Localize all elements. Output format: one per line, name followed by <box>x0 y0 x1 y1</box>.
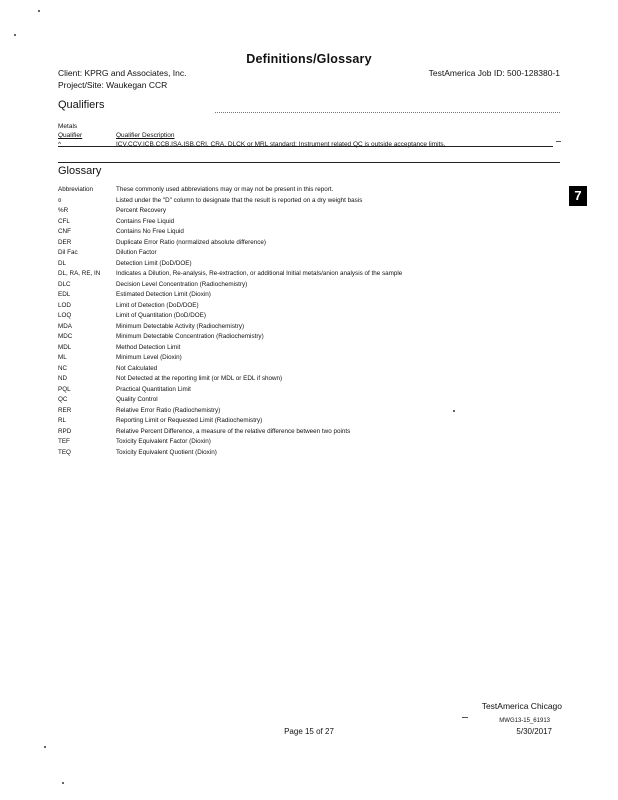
glossary-abbreviation: DLC <box>58 280 71 288</box>
glossary-row <box>58 385 498 396</box>
metals-subheading-row <box>58 122 560 131</box>
qualifier-row <box>58 140 560 149</box>
glossary-row <box>58 374 498 385</box>
glossary-heading: Glossary <box>58 165 102 177</box>
scan-speck <box>44 746 46 748</box>
glossary-abbreviation: %R <box>58 207 69 214</box>
glossary-definition: Not Calculated <box>116 364 158 372</box>
glossary-row <box>58 448 498 459</box>
glossary-definition: Quality Control <box>116 396 158 403</box>
qualifier-code: ^ <box>58 141 62 148</box>
glossary-row <box>58 437 498 448</box>
glossary-row <box>58 343 498 354</box>
glossary-definition: Relative Percent Difference, a measure of the relative difference between two points <box>116 427 351 435</box>
qualifiers-header-row <box>58 131 560 140</box>
glossary-definition: Relative Error Ratio (Radiochemistry) <box>116 406 221 414</box>
glossary-definition: Decision Level Concentration (Radiochemistry) <box>116 280 248 288</box>
glossary-top-rule <box>58 162 560 163</box>
glossary-row <box>58 364 498 375</box>
glossary-table <box>58 185 498 458</box>
glossary-row <box>58 290 498 301</box>
glossary-abbreviation: PQL <box>58 385 71 393</box>
glossary-definition: Toxicity Equivalent Quotient (Dioxin) <box>116 448 217 456</box>
qualifier-description-header: Qualifier Description <box>116 132 175 139</box>
footer-page-number: Page 15 of 27 <box>284 727 334 736</box>
glossary-row <box>58 280 498 291</box>
glossary-row <box>58 406 498 417</box>
glossary-row <box>58 248 498 259</box>
glossary-abbreviation: LOD <box>58 301 71 309</box>
glossary-definition: Minimum Detectable Concentration (Radiochemistry) <box>116 333 264 340</box>
glossary-abbreviation: Dil Fac <box>58 249 78 256</box>
client-block <box>58 68 187 91</box>
scan-mark <box>462 717 468 718</box>
glossary-definition: Dilution Factor <box>116 249 157 256</box>
glossary-abbreviation: RL <box>58 417 67 424</box>
page-title: Definitions/Glossary <box>246 52 372 66</box>
glossary-abbreviation: ML <box>58 354 67 361</box>
scan-speck <box>453 410 455 412</box>
glossary-abbreviation: RER <box>58 406 72 414</box>
glossary-abbreviation: DL <box>58 259 67 267</box>
footer-doc-code: MWG13-15_61913 <box>499 718 550 724</box>
glossary-row <box>58 238 498 249</box>
glossary-row <box>58 416 498 427</box>
job-id: TestAmerica Job ID: 500-128380-1 <box>428 68 560 78</box>
qualifiers-heading: Qualifiers <box>58 99 105 111</box>
glossary-definition: Contains No Free Liquid <box>116 228 184 235</box>
glossary-abbreviation: EDL <box>58 291 71 298</box>
qualifiers-table <box>58 122 560 149</box>
glossary-row <box>58 217 498 228</box>
glossary-abbreviation: TEQ <box>58 448 71 456</box>
qualifier-description: ICV,CCV,ICB,CCB,ISA,ISB,CRI, CRA, DLCK or MRL standard: Instrument related QC is outside acceptance limits. <box>116 141 446 148</box>
glossary-definition: Contains Free Liquid <box>116 217 175 225</box>
glossary-abbreviation: DL, RA, RE, IN <box>58 270 101 277</box>
glossary-definition: Minimum Level (Dioxin) <box>116 354 182 361</box>
glossary-abbreviation: CNF <box>58 228 71 235</box>
glossary-row <box>58 196 498 207</box>
glossary-row <box>58 322 498 333</box>
glossary-row <box>58 395 498 406</box>
glossary-row <box>58 353 498 364</box>
abbreviation-column-header: Abbreviation <box>58 186 94 193</box>
glossary-definition: Estimated Detection Limit (Dioxin) <box>116 291 211 298</box>
glossary-definition: Detection Limit (DoD/DOE) <box>116 259 192 267</box>
glossary-row <box>58 311 498 322</box>
glossary-abbreviation: QC <box>58 396 68 403</box>
glossary-definition: Reporting Limit or Requested Limit (Radiochemistry) <box>116 417 263 424</box>
glossary-abbreviation: MDC <box>58 333 73 340</box>
glossary-definition: Percent Recovery <box>116 207 167 214</box>
glossary-definition: Practical Quantitation Limit <box>116 385 191 393</box>
glossary-definition: Listed under the "D" column to designate that the result is reported on a dry weight basis <box>116 196 363 204</box>
glossary-row <box>58 427 498 438</box>
glossary-definition: Limit of Quantitation (DoD/DOE) <box>116 312 206 319</box>
glossary-abbreviation: ¤ <box>58 196 62 204</box>
glossary-definition: Toxicity Equivalent Factor (Dioxin) <box>116 438 211 445</box>
glossary-abbreviation: RPD <box>58 427 72 435</box>
glossary-row <box>58 206 498 217</box>
metals-subheading: Metals <box>58 123 78 130</box>
glossary-definition: Indicates a Dilution, Re-analysis, Re-extraction, or additional Initial metals/anion analysis of the sample <box>116 270 403 277</box>
qualifier-column-header: Qualifier <box>58 132 83 139</box>
glossary-row <box>58 269 498 280</box>
scan-speck <box>62 782 64 784</box>
glossary-row <box>58 259 498 270</box>
footer-lab-name: TestAmerica Chicago <box>481 701 562 711</box>
glossary-row <box>58 227 498 238</box>
scan-speck <box>14 34 16 36</box>
glossary-abbreviation: CFL <box>58 217 70 225</box>
glossary-definition: Duplicate Error Ratio (normalized absolute difference) <box>116 238 267 246</box>
glossary-row <box>58 301 498 312</box>
footer-date: 5/30/2017 <box>516 727 552 736</box>
glossary-definition: Minimum Detectable Activity (Radiochemistry) <box>116 322 245 330</box>
scan-speck <box>38 10 40 12</box>
client-name: Client: KPRG and Associates, Inc. <box>58 68 187 78</box>
qualifiers-divider <box>215 112 560 113</box>
glossary-abbreviation: TEF <box>58 438 70 445</box>
glossary-abbreviation: NC <box>58 364 68 372</box>
glossary-definition: Not Detected at the reporting limit (or MDL or EDL if shown) <box>116 375 283 382</box>
glossary-definition: Method Detection Limit <box>116 343 181 351</box>
glossary-definition: Limit of Detection (DoD/DOE) <box>116 301 199 309</box>
section-tab: 7 <box>569 186 587 206</box>
glossary-abbreviation: DER <box>58 238 72 246</box>
glossary-intro: These commonly used abbreviations may or may not be present in this report. <box>116 186 334 193</box>
glossary-abbreviation: LOQ <box>58 312 72 319</box>
glossary-abbreviation: ND <box>58 375 68 382</box>
project-site: Project/Site: Waukegan CCR <box>58 79 168 90</box>
qualifiers-bottom-rule <box>58 146 553 147</box>
glossary-abbreviation: MDA <box>58 322 72 330</box>
glossary-header-row <box>58 185 498 196</box>
scan-mark <box>556 141 561 142</box>
glossary-abbreviation: MDL <box>58 343 72 351</box>
glossary-row <box>58 332 498 343</box>
